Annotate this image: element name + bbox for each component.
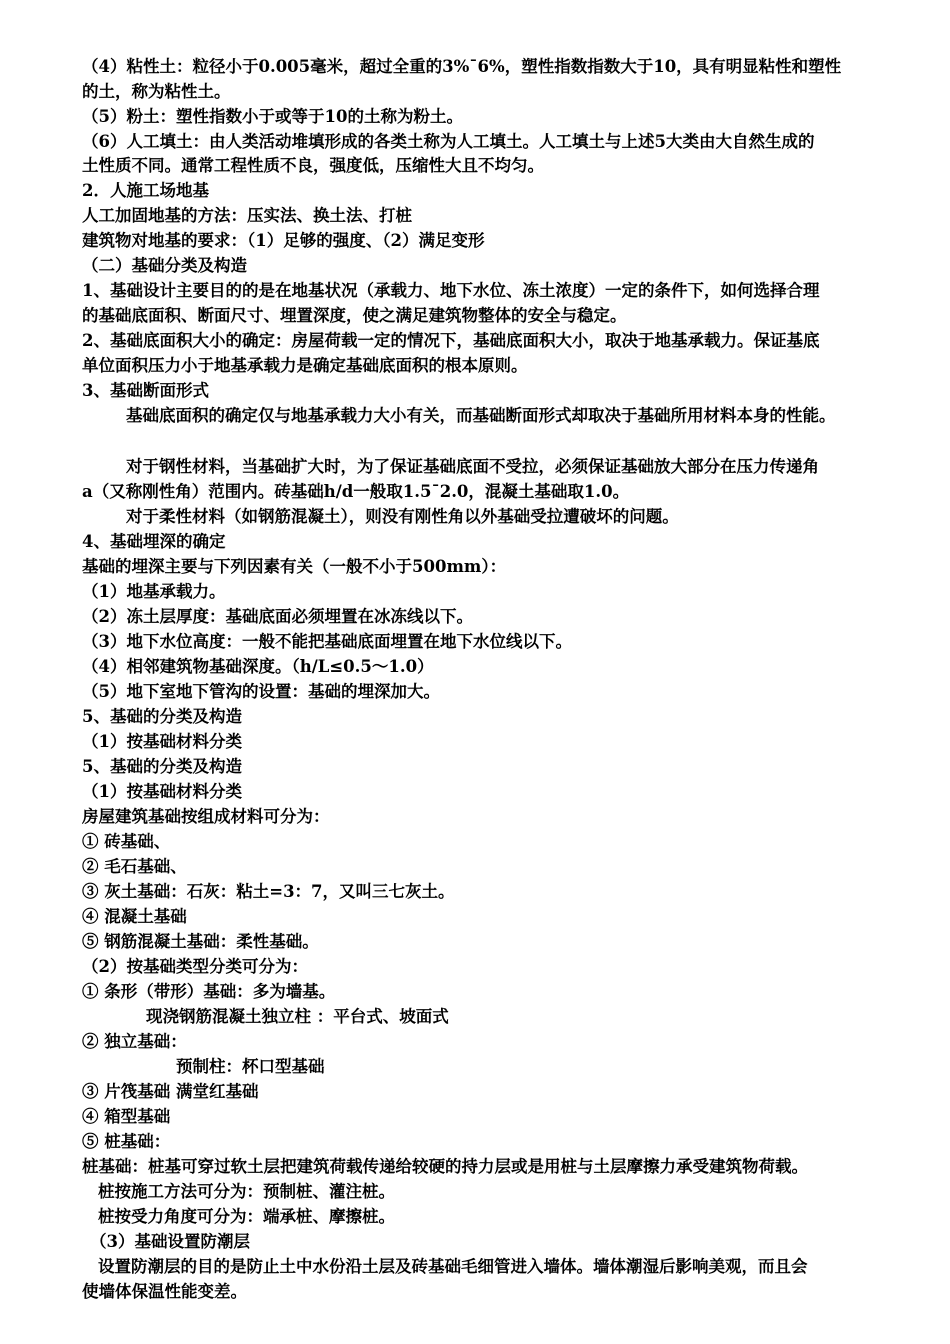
text-line: 2、基础底面积大小的确定：房屋荷载一定的情况下，基础底面积大小，取决于地基承载力。保证基底	[82, 331, 820, 350]
text-line: 对于柔性材料（如钢筋混凝土），则没有刚性角以外基础受拉遭破坏的问题。	[126, 507, 679, 526]
section-heading: 5、基础的分类及构造	[82, 757, 242, 776]
list-item: ④ 混凝土基础	[82, 907, 187, 926]
subsection-heading: （1）按基础材料分类	[82, 732, 242, 751]
text-line: 基础底面积的确定仅与地基承载力大小有关，而基础断面形式却取决于基础所用材料本身的性能。	[126, 406, 836, 425]
text-line: 的土，称为粘性土。	[82, 82, 231, 101]
section-heading: （二）基础分类及构造	[82, 256, 247, 275]
list-item: 预制柱：杯口型基础	[176, 1057, 325, 1076]
text-line: 设置防潮层的目的是防止土中水份沿土层及砖基础毛细管进入墙体。墙体潮湿后影响美观，而且会	[98, 1257, 808, 1276]
text-line: 桩按受力角度可分为：端承桩、摩擦桩。	[98, 1207, 395, 1226]
list-item: ⑤ 钢筋混凝土基础：柔性基础。	[82, 932, 319, 951]
list-item: （2）冻土层厚度：基础底面必须埋置在冰冻线以下。	[82, 607, 473, 626]
text-line: a（又称刚性角）范围内。砖基础h/d一般取1.5¯2.0，混凝土基础取1.0。	[82, 482, 630, 501]
list-item: ③ 片筏基础 满堂红基础	[82, 1082, 259, 1101]
list-item: ⑤ 桩基础：	[82, 1132, 171, 1151]
list-item: ④ 箱型基础	[82, 1107, 171, 1126]
text-line: 房屋建筑基础按组成材料可分为：	[82, 807, 330, 826]
text-line: 使墙体保温性能变差。	[82, 1282, 247, 1301]
text-line: 1、基础设计主要目的的是在地基状况（承载力、地下水位、冻土浓度）一定的条件下，如何选择合理	[82, 281, 820, 300]
section-heading: 3、基础断面形式	[82, 381, 209, 400]
section-heading: 2．人施工场地基	[82, 181, 209, 200]
list-item: （5）地下室地下管沟的设置：基础的埋深加大。	[82, 682, 440, 701]
subsection-heading: （3）基础设置防潮层	[90, 1232, 250, 1251]
text-line: 人工加固地基的方法：压实法、换土法、打桩	[82, 206, 412, 225]
section-heading: 4、基础埋深的确定	[82, 532, 226, 551]
text-line: （4）粘性土：粒径小于0.005毫米，超过全重的3%¯6%，塑性指数指数大于10，具有明显粘性和塑性	[82, 57, 842, 76]
list-item: ① 砖基础、	[82, 832, 171, 851]
text-line: （5）粉土：塑性指数小于或等于10的土称为粉土。	[82, 107, 463, 126]
text-line: 对于钢性材料，当基础扩大时，为了保证基础底面不受拉，必须保证基础放大部分在压力传递角	[126, 457, 819, 476]
section-heading: 5、基础的分类及构造	[82, 707, 242, 726]
list-item: （3）地下水位高度：一般不能把基础底面埋置在地下水位线以下。	[82, 632, 572, 651]
text-line: （6）人工填土：由人类活动堆填形成的各类土称为人工填土。人工填土与上述5大类由大自然生成的	[82, 132, 815, 151]
text-line: 的基础底面积、断面尺寸、埋置深度，使之满足建筑物整体的安全与稳定。	[82, 306, 627, 325]
text-line: 土性质不同。通常工程性质不良，强度低，压缩性大且不均匀。	[82, 156, 544, 175]
text-line: 基础的埋深主要与下列因素有关（一般不小于500mm）：	[82, 557, 507, 576]
subsection-heading: （1）按基础材料分类	[82, 782, 242, 801]
subsection-heading: （2）按基础类型分类可分为：	[82, 957, 308, 976]
list-item: ③ 灰土基础：石灰：粘土=3：7，又叫三七灰土。	[82, 882, 455, 901]
text-line: 桩按施工方法可分为：预制桩、灌注桩。	[98, 1182, 395, 1201]
text-line: 单位面积压力小于地基承载力是确定基础底面积的根本原则。	[82, 356, 528, 375]
text-line: 建筑物对地基的要求：（1）足够的强度、（2）满足变形	[82, 231, 485, 250]
list-item: ① 条形（带形）基础：多为墙基。	[82, 982, 336, 1001]
list-item: （1）地基承载力。	[82, 582, 226, 601]
list-item: ② 毛石基础、	[82, 857, 187, 876]
list-item: 现浇钢筋混凝土独立柱 ：平台式、坡面式	[146, 1007, 449, 1026]
list-item: ② 独立基础：	[82, 1032, 187, 1051]
text-line: 桩基础：桩基可穿过软土层把建筑荷载传递给较硬的持力层或是用桩与土层摩擦力承受建筑物荷载。	[82, 1157, 808, 1176]
list-item: （4）相邻建筑物基础深度。（h/L≤0.5～1.0）	[82, 657, 434, 676]
